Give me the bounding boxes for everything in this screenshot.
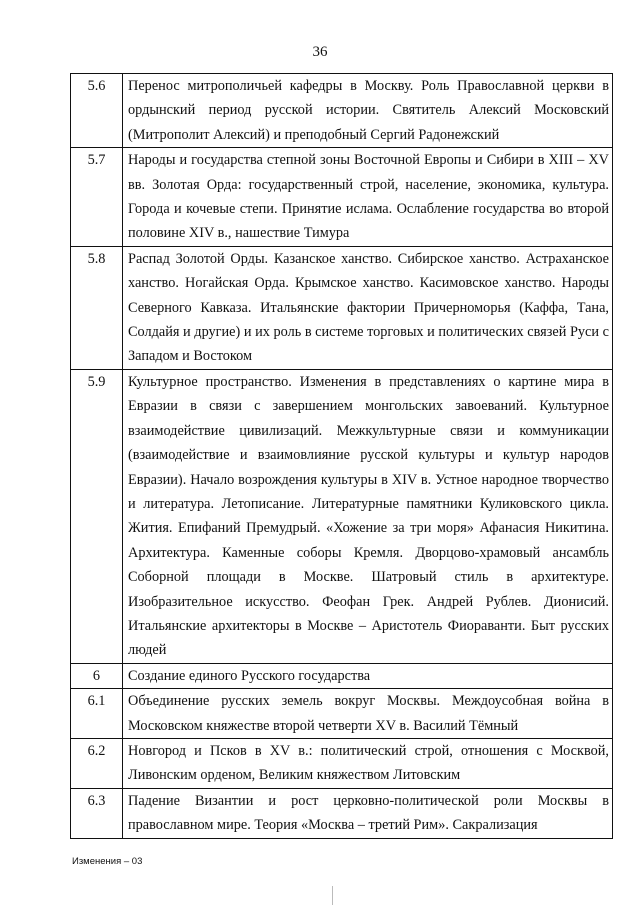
row-number: 5.6 <box>71 74 123 148</box>
scan-edge-divider <box>332 886 343 905</box>
table-row <box>71 74 613 148</box>
table-row <box>71 663 613 688</box>
row-number: 6 <box>71 663 123 688</box>
row-text: Народы и государства степной зоны Восточной Европы и Сибири в XIII – XV вв. Золотая Орда: государственный строй, население, экономика, культура. Города и кочевые степи. Принятие ислама. Ослабление государства во второй половине XIV в., нашествие Тимура <box>123 148 613 247</box>
row-text: Падение Византии и рост церковно-политической роли Москвы в православном мире. Теория «Москва – третий Рим». Сакрализация <box>123 788 613 838</box>
row-number: 5.7 <box>71 148 123 247</box>
page-number: 36 <box>312 44 328 60</box>
row-number: 6.1 <box>71 689 123 739</box>
row-text: Объединение русских земель вокруг Москвы. Междоусобная война в Московском княжестве второй четверти XV в. Василий Тёмный <box>123 689 613 739</box>
table-row <box>71 148 613 247</box>
row-text: Распад Золотой Орды. Казанское ханство. Сибирское ханство. Астраханское ханство. Ногайская Орда. Крымское ханство. Касимовское ханство. Народы Северного Кавказа. Итальянские фактории Причерноморья (Каффа, Тана, Солдайя и другие) и их роль в системе торговых и политических связей Руси с Западом и Востоком <box>123 246 613 369</box>
row-text: Культурное пространство. Изменения в представлениях о картине мира в Евразии в связи с завершением монгольских завоеваний. Культурное взаимодействие цивилизаций. Межкультурные связи и коммуникации (взаимодействие и взаимовлияние русской культуры и культур народов Евразии). Начало возрождения культуры в XIV в. Устное народное творчество и литература. Летописание. Литературные памятники Куликовского цикла. Жития. Епифаний Премудрый. «Хожение за три моря» Афанасия Никитина. Архитектура. Каменные соборы Кремля. Дворцово-храмовый ансамбль Соборной площади в Москве. Шатровый стиль в архитектуре. Изобразительное искусство. Феофан Грек. Андрей Рублев. Дионисий. Итальянские архитекторы в Москве – Аристотель Фиораванти. Быт русских людей <box>123 369 613 663</box>
footer-revision-note: Изменения – 03 <box>72 856 143 867</box>
row-text: Перенос митрополичьей кафедры в Москву. Роль Православной церкви в ордынский период русской истории. Святитель Алексий Московский (Митрополит Алексий) и преподобный Сергий Радонежский <box>123 74 613 148</box>
table-row <box>71 689 613 739</box>
row-number: 5.9 <box>71 369 123 663</box>
table-row <box>71 738 613 788</box>
row-number: 6.2 <box>71 738 123 788</box>
row-text: Создание единого Русского государства <box>123 663 613 688</box>
curriculum-table <box>70 73 613 839</box>
table-row <box>71 246 613 369</box>
row-number: 5.8 <box>71 246 123 369</box>
table-row <box>71 369 613 663</box>
row-number: 6.3 <box>71 788 123 838</box>
row-text: Новгород и Псков в XV в.: политический строй, отношения с Москвой, Ливонским орденом, Великим княжеством Литовским <box>123 738 613 788</box>
table-row <box>71 788 613 838</box>
